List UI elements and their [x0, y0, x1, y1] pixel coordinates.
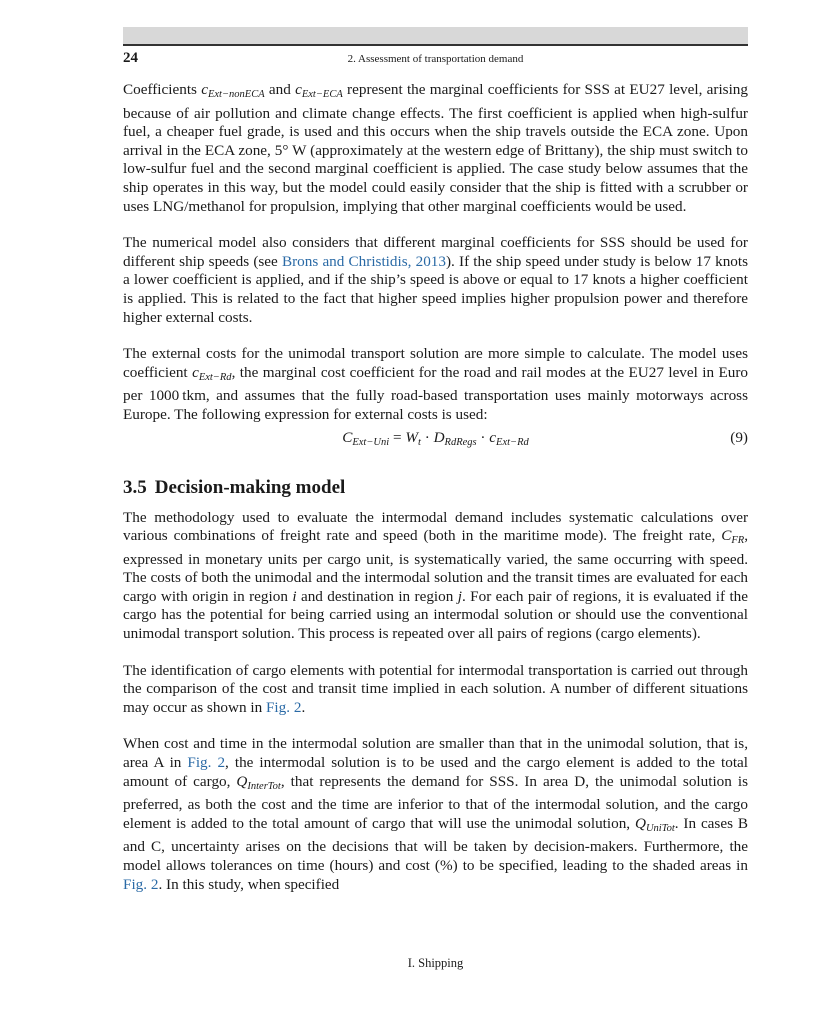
figure-link[interactable]: Fig. 2: [123, 875, 159, 893]
citation-link[interactable]: Brons and Christidis, 2013: [281, 252, 446, 270]
coef-ext-Rd: $c_{Ext-Rd}$: [192, 363, 232, 383]
page-footer: I. Shipping: [407, 956, 464, 970]
coef-ext-ECA: $c_{Ext-ECA}$: [295, 81, 343, 100]
q-intertot-symbol: $Q_{InterTot}$: [236, 772, 281, 792]
equation-formula: $C_{Ext-Uni} = W_t \cdot D_{RdRegs} \cdot c_{Ext-Rd}$: [342, 428, 529, 448]
header-band: [123, 27, 748, 44]
freight-rate-symbol: $C_{FR}$: [721, 527, 745, 547]
paragraph-2: The numerical model also considers that different marginal coefficients for SSS should be used for different ship speeds (see Brons and Christidis, 2013). If the ship speed under study is below 17 knots a lower coefficient is applied, and if the ship’s speed is above or equal to 17 knots a higher coefficient is applied. This is related to the fact that higher speed implies higher propulsion power and therefore higher external costs.: [123, 234, 749, 326]
figure-link[interactable]: Fig. 2: [187, 754, 226, 772]
paragraph-1: Coefficients $c_{Ext-nonECA}$ and $c_{Ext-ECA}$ represent the marginal coefficients for SSS at EU27 level, arising because of air pollution and climate change effects. The first coefficient is applied when high-sulfur fuel, a cheaper fuel grade, is used and this occurs when the ship travels outside the ECA zone. Upon arrival in the ECA zone, 5° W (approximately at the western edge of Brittany), the ship must switch to low-sulfur fuel and the second marginal coefficient is applied. The case study below assumes that the ship operates in this way, but the model could easily consider that the ship is fitted with a scrubber or uses LNG/methanol for propulsion, implying that other marginal coefficients would be used.: [123, 81, 748, 215]
equation-9: [123, 429, 748, 451]
q-unitot-symbol: $Q_{UniTot}$: [634, 814, 675, 834]
equation-number: (9): [730, 428, 748, 446]
header-rule: [123, 44, 748, 46]
region-j-symbol: j: [457, 587, 462, 605]
page-number: 24: [123, 50, 138, 66]
paragraph-5: The identification of cargo elements with potential for intermodal transportation is carried out through the comparison of the cost and transit time implied in each solution. A number of different situations may occur as shown in Fig. 2.: [123, 661, 748, 716]
paragraph-4: The methodology used to evaluate the intermodal demand includes systematic calculations over various combinations of freight rate and speed (both in the maritime mode). The freight rate, $C_{FR}$, expressed in monetary units per cargo unit, is systematically varied, the same occurring with speed. The costs of both the unimodal and the intermodal solution and the transit times are evaluated for each cargo with origin in region i and destination in region j. For each pair of regions, it is evaluated if the cargo has the potential for being carried using an intermodal solution or should use the conventional unimodal transport solution. This process is repeated over all pairs of regions (cargo elements).: [123, 508, 748, 643]
coef-ext-nonECA: $c_{Ext-nonECA}$: [201, 81, 265, 100]
region-i-symbol: i: [292, 587, 297, 605]
figure-link[interactable]: Fig. 2: [265, 698, 302, 716]
paragraph-6: When cost and time in the intermodal solution are smaller than that in the unimodal solution, that is, area A in Fig. 2, the intermodal solution is to be used and the cargo element is added to the total amount of cargo, $Q_{InterTot}$, that represents the demand for SSS. In area D, the unimodal solution is preferred, as both the cost and the time are inferior to that of the intermodal solution, and the cargo element is added to the total amount of cargo that will use the unimodal solution, $Q_{UniTot}$. In cases B and C, uncertainty arises on the decisions that will be taken by decision-makers. Furthermore, the model allows tolerances on time (hours) and cost (%) to be specified, leading to the shaded areas in Fig. 2. In this study, when specified: [123, 735, 748, 893]
page-body: [123, 81, 748, 894]
running-head: 2. Assessment of transportation demand: [347, 53, 524, 65]
section-heading: 3.5 Decision-making model: [123, 476, 346, 498]
paragraph-3: The external costs for the unimodal transport solution are more simple to calculate. The model uses coefficient $c_{Ext-Rd}$, the marginal cost coefficient for the road and rail modes at the EU27 level in Euro per 1000 tkm, and assumes that the fully road-based transportation uses mainly motorways across Europe. The following expression for external costs is used:: [123, 345, 748, 423]
